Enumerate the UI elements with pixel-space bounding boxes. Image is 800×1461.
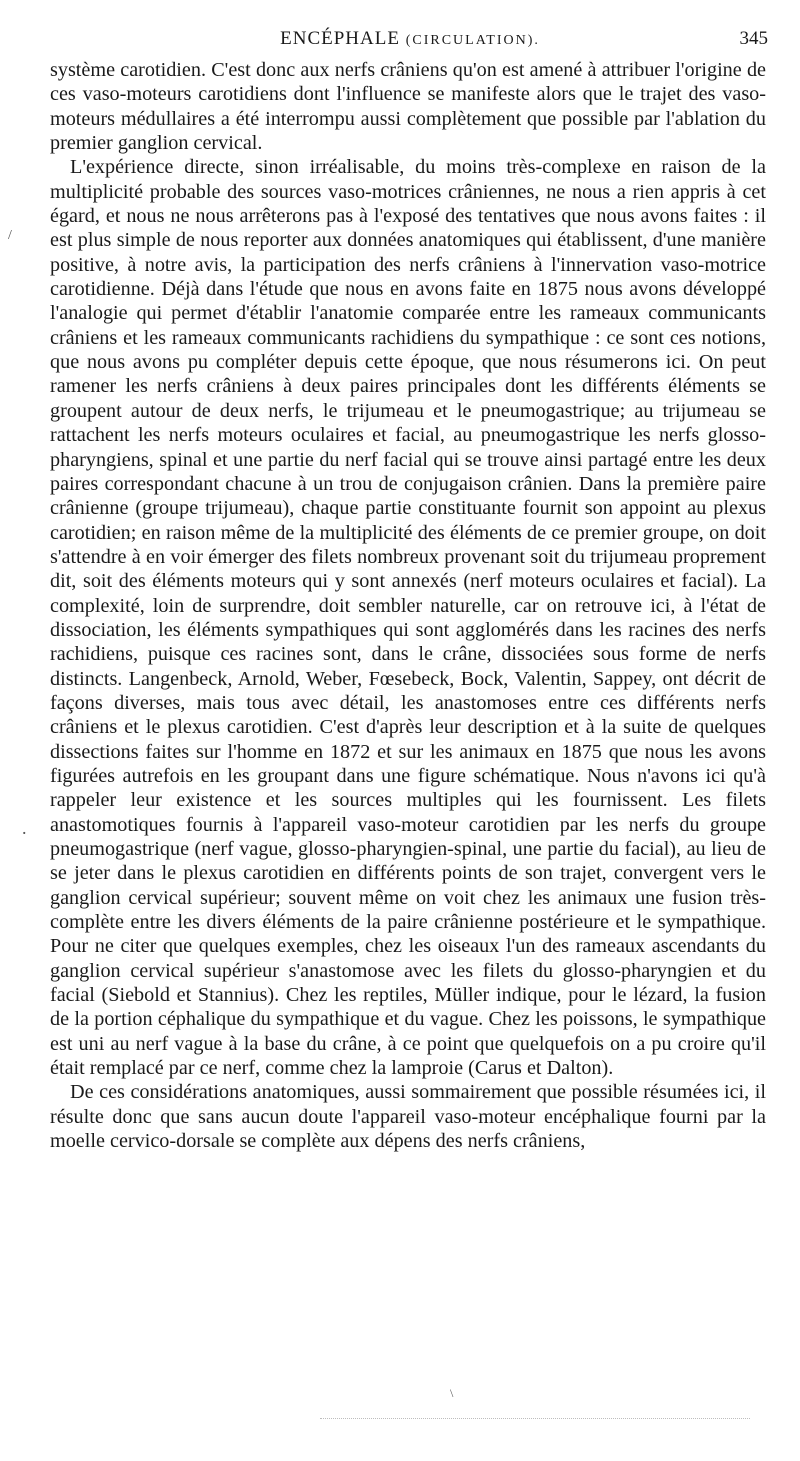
header-title-sub: (CIRCULATION).: [405, 33, 540, 48]
margin-mark: .: [22, 818, 27, 838]
paragraph: De ces considérations anatomiques, aussi sommairement que possible résumées ici, il résulte donc que sans aucun doute l'appareil vaso-moteur encéphalique fourni par la moelle cervico-dorsale se complète aux dépens des nerfs crâniens,: [50, 1081, 766, 1153]
bottom-mark: \: [450, 1386, 454, 1400]
margin-mark: /: [8, 228, 12, 243]
paragraph: L'expérience directe, sinon irréalisable, du moins très-complexe en raison de la multiplicité probable des sources vaso-motrices crâniennes, ne nous a rien appris à cet égard, et nous ne nous arrêterons pas à l'exposé des tentatives que nous avons faites : il est plus simple de nous reporter aux données anatomiques qui établissent, d'une manière positive, à notre avis, la participation des nerfs crâniens à l'innervation vaso-motrice carotidienne. Déjà dans l'étude que nous en avons faite en 1875 nous avons développé l'analogie qui permet d'établir l'anatomie comparée entre les rameaux communicants crâniens et les rameaux communicants rachidiens du sympathique : ce sont ces notions, que nous avons pu compléter depuis cette époque, que nous résumerons ici. On peut ramener les nerfs crâniens à deux paires principales dont les différents éléments se groupent autour de deux nerfs, le trijumeau et le pneumogastrique; au trijumeau se rattachent les nerfs moteurs oculaires et facial, au pneumogastrique les nerfs glosso-pharyngiens, spinal et une partie du nerf facial qui se trouve ainsi partagé entre les deux paires correspondant chacune à un trou de conjugaison crânien. Dans la première paire crânienne (groupe trijumeau), chaque partie constituante fournit son appoint au plexus carotidien; en raison même de la multiplicité des éléments de ce premier groupe, on doit s'attendre à en voir émerger des filets nombreux provenant soit du trijumeau proprement dit, soit des éléments moteurs qui y sont annexés (nerf moteurs oculaires et facial). La complexité, loin de surprendre, doit sembler naturelle, car on retrouve ici, à l'état de dissociation, les éléments sympathiques qui sont agglomérés dans les racines des nerfs rachidiens, puisque ces racines sont, dans le crâne, dissociées sous forme de nerfs distincts. Langenbeck, Arnold, Weber, Fœsebeck, Bock, Valentin, Sappey, ont décrit de façons diverses, mais tous avec détail, les anastomoses entre ces différents nerfs crâniens et le plexus carotidien. C'est d'après leur description et à la suite de quelques dissections faites sur l'homme en 1872 et sur les animaux en 1875 que nous les avons figurées autrefois en les groupant dans une figure schématique. Nous n'avons ici qu'à rappeler leur existence et les sources multiples qui les fournissent. Les filets anastomotiques fournis à l'appareil vaso-moteur carotidien par les nerfs du groupe pneumogastrique (nerf vague, glosso-pharyngien-spinal, une partie du facial), au lieu de se jeter dans le plexus carotidien en différents points de son trajet, convergent vers le ganglion cervical supérieur; souvent même on voit chez les animaux une fusion très-complète entre les divers éléments de la paire crânienne postérieure et le sympathique. Pour ne citer que quelques exemples, chez les oiseaux l'un des rameaux ascendants du ganglion cervical supérieur s'anastomose avec les filets du glosso-pharyngien et du facial (Siebold et Stannius). Chez les reptiles, Müller indique, pour le lézard, la fusion de la portion céphalique du sympathique et du vague. Chez les poissons, le sympathique est uni au nerf vague à la base du crâne, à ce point que quelquefois on a pu croire qu'il était remplacé par ce nerf, comme chez la lamproie (Carus et Dalton).: [50, 156, 766, 1080]
faint-dotted-line: [320, 1418, 750, 1421]
paragraph: système carotidien. C'est donc aux nerfs crâniens qu'on est amené à attribuer l'origine de ces vaso-moteurs carotidiens dont l'influence se manifeste alors que le trajet des vaso-moteurs médullaires a été interrompu aussi complètement que possible par l'ablation du premier ganglion cervical.: [50, 59, 766, 155]
running-header: [50, 28, 770, 58]
header-title-main: ENCÉPHALE: [280, 28, 400, 49]
page-number: 345: [739, 28, 768, 49]
running-title: [50, 28, 770, 50]
body-text: [50, 58, 766, 1153]
